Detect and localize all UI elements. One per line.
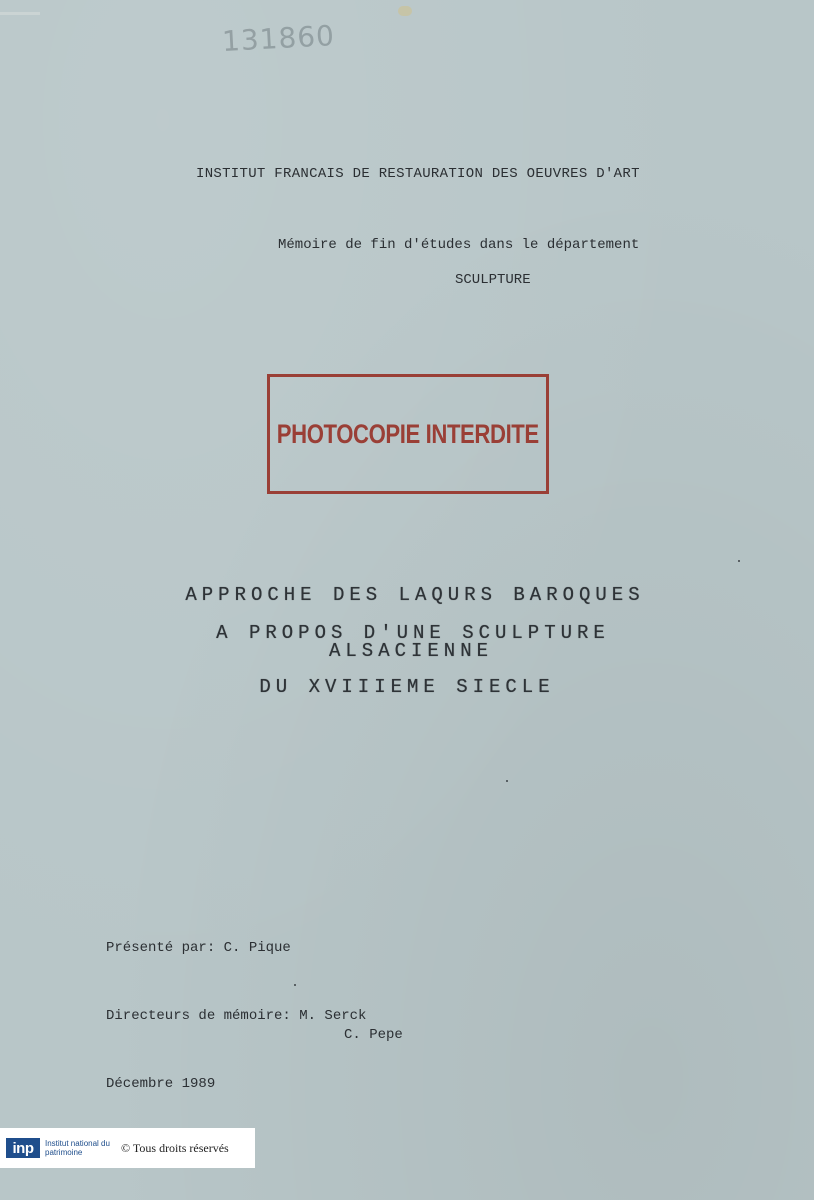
pencil-note: 131860 [221,19,336,58]
paper-edge-mark [0,12,40,15]
directors-line-1: Directeurs de mémoire: M. Serck [106,1008,367,1024]
staple-mark [398,6,412,16]
speck [506,780,508,782]
speck [294,984,296,986]
inp-logo: inp [6,1138,40,1158]
inp-footer-banner [0,1128,255,1168]
inp-name: Institut national du patrimoine [45,1139,110,1157]
photocopy-stamp [267,374,549,494]
title-line-3: ALSACIENNE [328,640,494,662]
directors-line-2: C. Pepe [344,1027,403,1043]
date: Décembre 1989 [106,1076,216,1092]
department-name: SCULPTURE [455,272,531,288]
title-line-1: APPROCHE DES LAQURS BAROQUES [185,584,645,606]
presented-by: Présenté par: C. Pique [106,940,291,956]
stamp-text: PHOTOCOPIE INTERDITE [276,418,540,449]
rights-notice: © Tous droits réservés [121,1140,229,1155]
speck [738,560,740,562]
title-line-2: A PROPOS D'UNE SCULPTURE [216,622,610,644]
institute-heading: INSTITUT FRANCAIS DE RESTAURATION DES OEUVRES D'ART [196,166,640,182]
memoire-line: Mémoire de fin d'études dans le département [278,237,640,253]
title-line-4: DU XVIIIEME SIECLE [259,676,555,698]
